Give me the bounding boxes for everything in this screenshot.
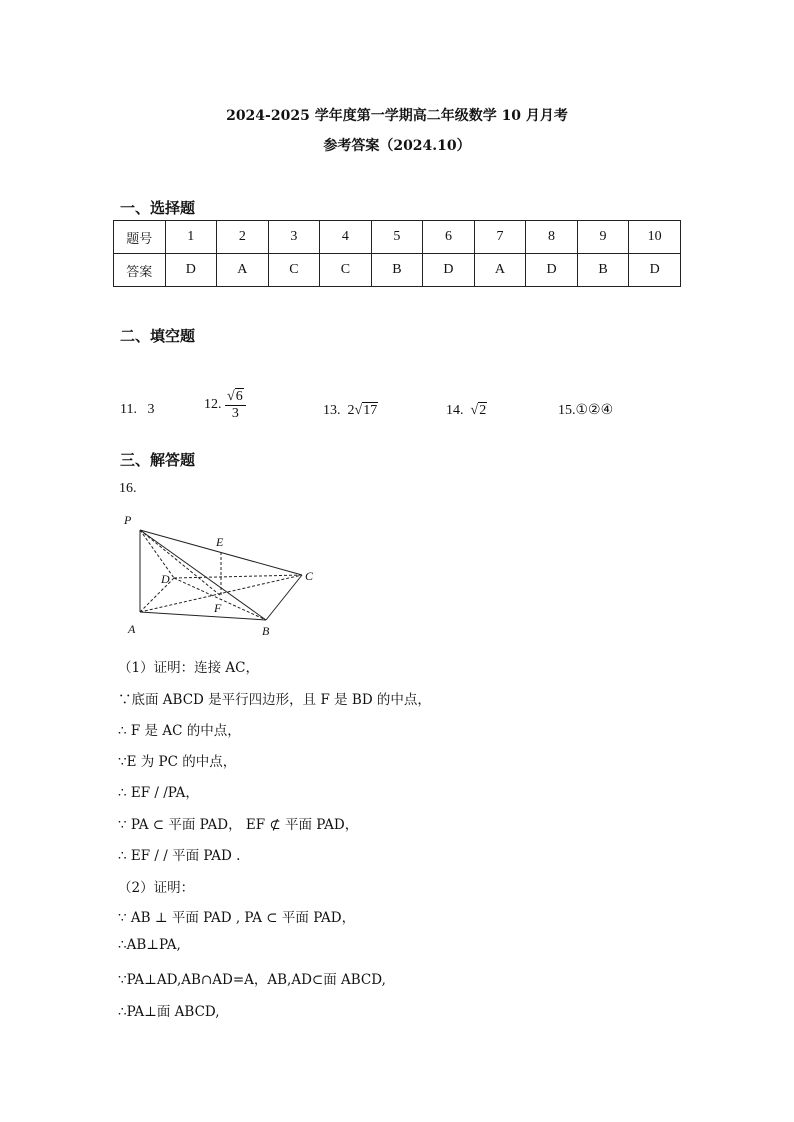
fill-answer-14: 14. √2 [446,403,487,418]
question-number-cell: 3 [268,221,320,254]
question-number-cell: 4 [320,221,372,254]
label-E: E [216,535,224,549]
answer-cell: C [268,254,320,287]
label-F: F [214,601,222,615]
answer-cell: A [217,254,269,287]
document-title: 2024-2025 学年度第一学期高二年级数学 10 月月考 [226,108,568,124]
proof-line: ∴ EF / /PA， [118,785,199,801]
proof-line: ∵E 为 PC 的中点， [118,754,237,770]
answer-table [113,220,681,287]
edge-DC [174,575,302,578]
proof-line: ∵ PA ⊂ 平面 PAD， EF ⊄ 平面 PAD， [118,817,359,833]
question-number-cell: 2 [217,221,269,254]
section-heading-solution: 三、解答题 [120,451,196,469]
label-B: B [262,624,270,638]
proof-line: （2）证明： [118,880,195,896]
proof-line: ∵PA⊥AD,AB∩AD=A，AB,AD⊂面 ABCD, [118,972,386,988]
fill-answer-13: 13. 2√17 [323,403,378,418]
question-number-cell: 6 [423,221,475,254]
answer-cell: A [474,254,526,287]
question-number-cell: 8 [526,221,578,254]
answer-cell: C [320,254,372,287]
fraction: $\frac{√6}{3}$ [225,388,246,422]
fill-answer-11: 11. 3 [120,402,155,417]
answer-cell: D [526,254,578,287]
question-number-cell: 1 [165,221,217,254]
proof-line: ∴PA⊥面 ABCD, [118,1004,220,1020]
table-header-cell: 题号 [114,221,166,254]
edge-PB [140,530,266,620]
answer-cell: D [629,254,681,287]
section-heading-fill: 二、填空题 [120,327,196,345]
document-subtitle: 参考答案（2024.10） [323,138,471,154]
section-heading-choice: 一、选择题 [120,199,196,217]
answer-cell: B [577,254,629,287]
proof-line: ∴AB⊥PA, [118,937,181,953]
answer-cell: D [423,254,475,287]
fill-answer-12: 12. $\frac{√6}{3}$ [204,388,246,422]
label-P: P [124,513,132,527]
proof-line: ∵底面 ABCD 是平行四边形，且 F 是 BD 的中点， [118,692,431,708]
label-C: C [305,569,314,583]
segment-PF [140,530,221,596]
table-row-numbers [114,221,681,254]
table-row-answers [114,254,681,287]
question-number-cell: 10 [629,221,681,254]
label-A: A [128,622,136,636]
label-D: D [161,572,170,586]
question-number-cell: 9 [577,221,629,254]
proof-line: ∵ AB ⊥ 平面 PAD , PA ⊂ 平面 PAD， [118,910,356,926]
question-number-cell: 5 [371,221,423,254]
edge-BC [266,575,302,620]
proof-line: （1）证明：连接 AC， [118,660,259,676]
pyramid-figure [118,508,328,643]
proof-line: ∴ F 是 AC 的中点， [118,723,241,739]
answer-cell: D [165,254,217,287]
table-header-cell: 答案 [114,254,166,287]
question-number-16: 16. [119,481,137,496]
answer-cell: B [371,254,423,287]
edge-AB [140,612,266,620]
fill-answer-15: 15.①②④ [558,402,614,418]
question-number-cell: 7 [474,221,526,254]
proof-line: ∴ EF / / 平面 PAD . [118,848,241,864]
